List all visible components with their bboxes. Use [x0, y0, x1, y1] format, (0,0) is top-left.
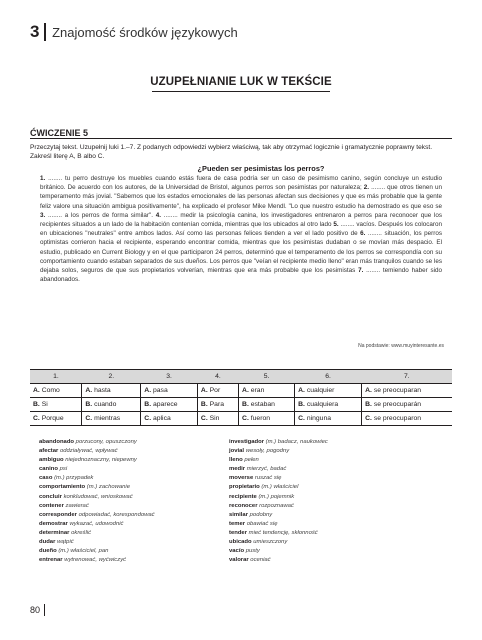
glossary-term: temer	[229, 520, 246, 527]
glossary-translation: wytrenować, wyćwiczyć	[64, 557, 127, 564]
option-text: aplica	[152, 415, 171, 422]
option-letter: A.	[33, 387, 40, 394]
gap-column-header: 6.	[295, 370, 362, 384]
option-letter: A.	[200, 387, 208, 394]
glossary-translation: obawiać się	[246, 520, 278, 527]
option-text: fueron	[250, 415, 271, 422]
answer-option[interactable]	[82, 398, 141, 412]
option-text: Si	[41, 401, 48, 408]
chapter-title: Znajomość środków językowych	[52, 24, 238, 40]
section-title: UZUPEŁNIANIE LUK W TEKŚCIE	[150, 76, 332, 88]
option-letter: A.	[85, 387, 93, 394]
option-letter: B.	[144, 401, 152, 408]
option-text: aparece	[152, 401, 178, 408]
text-source: Na podstawie: www.muyinteresante.es	[358, 343, 444, 349]
glossary-entry	[229, 474, 429, 483]
answer-table-header	[30, 370, 452, 384]
option-text: hasta	[94, 387, 111, 394]
glossary-translation: (m.) badacz, naukowiec	[265, 439, 328, 445]
glossary-term: lleno	[229, 457, 243, 464]
answer-option[interactable]	[239, 384, 295, 398]
answer-row	[30, 384, 452, 398]
exercise-divider	[30, 138, 452, 139]
glossary-translation: umieszczony	[253, 539, 288, 546]
option-letter: C.	[144, 415, 152, 422]
glossary-entry	[39, 465, 219, 474]
answer-option[interactable]	[197, 384, 238, 398]
answer-option[interactable]	[239, 412, 295, 426]
glossary-entry	[229, 529, 429, 538]
glossary-entry	[229, 438, 429, 447]
glossary-entry	[229, 465, 429, 474]
answer-row	[30, 398, 452, 412]
text-segment: ........ medir la psicología canina, los investigadores entrenaron a perros para reconocer que los recipientes situados a un lado de la habitación contenían comida, mientras que los ubicados al otro lado	[40, 211, 443, 229]
option-text: Para	[209, 401, 224, 408]
glossary-term: determinar	[39, 529, 70, 536]
glossary-translation: (m.) zachowanie	[86, 484, 131, 491]
option-letter: C.	[298, 415, 305, 422]
text-segment: ........ vacíos. Después los colocaron en ubicaciones "neutrales" entre ambos lados. Así como las personas felices tienden a ver el lado positivo de	[40, 221, 442, 238]
text-segment: ........ temiendo haber sido abandonados.	[40, 267, 443, 284]
option-letter: B.	[33, 401, 40, 408]
option-letter: C.	[365, 415, 372, 422]
glossary-term: afectar	[39, 448, 59, 455]
text-segment: ........ a los perros de forma similar".	[45, 211, 156, 219]
glossary-term: reconocer	[229, 502, 258, 509]
glossary-entry	[229, 483, 429, 492]
glossary-term: investigador	[229, 439, 265, 445]
footer-divider	[44, 604, 45, 616]
answer-option[interactable]	[295, 398, 362, 412]
glossary-term: corresponder	[39, 511, 77, 518]
glossary-term: ambiguo	[39, 457, 64, 464]
gap-column-header: 2.	[82, 370, 141, 384]
glossary-left-column	[39, 438, 219, 565]
answer-option[interactable]	[197, 398, 238, 412]
option-letter: A.	[144, 387, 152, 394]
glossary-entry	[229, 502, 429, 511]
text-segment: ........ situación, los perros optimistas corrieron hacia el recipiente, esperando encontrar comida, mientras que los pesimistas dudaban o se movían más despacio. El estudio, publicado en Current Biology y en el que participaron 24 perros, determinó que el temperamento de los perros se correspondía con su comportamiento cuando estaban separados de sus dueños. Los perros que "veían el recipiente medio lleno" eran más tranquilos cuando se les dejaba solos, seguros de que sus propietarios volverían, mientras que era más probable que los pesimistas	[40, 230, 442, 275]
option-text: cuando	[94, 401, 117, 408]
glossary-term: vacío	[229, 548, 245, 555]
option-text: pasa	[152, 387, 168, 394]
glossary-translation: (m.) właściciel, pan	[58, 548, 109, 555]
glossary-entry	[39, 474, 219, 483]
option-letter: B.	[200, 401, 208, 408]
gap-number: 3.	[40, 211, 46, 219]
glossary-translation: oceniać	[250, 557, 271, 564]
glossary-translation: rozpoznawać	[259, 502, 294, 509]
glossary-entry	[39, 511, 219, 520]
gap-column-header: 7.	[362, 370, 452, 384]
option-text: se preocuparán	[373, 401, 422, 408]
option-letter: A.	[298, 387, 305, 394]
glossary-term: entrenar	[39, 557, 63, 564]
glossary-translation: (m.) przypadek	[54, 475, 94, 482]
option-text: Por	[209, 387, 221, 394]
glossary-translation: konkludować, wnioskować	[63, 493, 133, 500]
gap-column-header: 5.	[239, 370, 295, 384]
glossary-translation: wątpić	[57, 539, 74, 546]
text-segment: ........ que otros tienen un temperamento más jovial. "Sabemos que los estados emocionales de las personas afectan sus decisiones y que es más probable que la gente feliz valore una situación ambigua positivamente", ha explicado el profesor Mike Mendl. "Lo que nuestro estudio ha demostrado es que eso se	[40, 184, 442, 210]
glossary-term: recipiente	[229, 493, 257, 500]
answer-option[interactable]	[295, 412, 362, 426]
option-letter: B.	[242, 401, 249, 408]
glossary-term: concluir	[39, 493, 62, 500]
option-letter: B.	[365, 401, 372, 408]
glossary-entry	[39, 538, 219, 547]
glossary-term: moverse	[229, 475, 254, 482]
option-letter: B.	[298, 401, 305, 408]
glossary-entry	[229, 538, 429, 547]
answer-option[interactable]	[141, 412, 198, 426]
glossary-entry	[229, 447, 429, 456]
chapter-divider	[44, 23, 46, 41]
exercise-title: ĆWICZENIE 5	[30, 128, 89, 138]
answer-options-table	[30, 369, 452, 426]
glossary-entry	[229, 511, 429, 520]
answer-row	[30, 412, 452, 426]
gap-number: 1.	[40, 175, 46, 182]
option-letter: B.	[85, 401, 93, 408]
glossary-translation: zawierać	[65, 502, 89, 509]
glossary-entry	[39, 520, 219, 529]
glossary-term: dudar	[39, 539, 56, 546]
glossary-entry	[39, 547, 219, 556]
glossary-entry	[229, 547, 429, 556]
glossary-term: tender	[229, 529, 248, 536]
glossary-entry	[39, 456, 219, 465]
glossary-translation: odpowiadać, korespondować	[78, 511, 155, 518]
answer-option[interactable]	[197, 412, 238, 426]
gap-number: 2.	[363, 184, 370, 192]
glossary-translation: porzucony, opuszczony	[75, 439, 137, 445]
option-letter: C.	[33, 415, 40, 422]
gap-column-header: 4.	[197, 370, 238, 384]
gap-column-header: 3.	[141, 370, 198, 384]
glossary-entry	[39, 447, 219, 456]
glossary-term: contener	[39, 502, 64, 509]
glossary-translation: psi	[59, 466, 68, 473]
gap-column-header: 1.	[30, 370, 82, 384]
gap-number: 5.	[333, 221, 339, 229]
option-letter: A.	[365, 387, 372, 394]
option-letter: A.	[242, 387, 249, 394]
glossary-term: jovial	[229, 448, 245, 455]
answer-option[interactable]	[30, 412, 82, 426]
option-text: cualquiera	[306, 401, 339, 408]
answer-option[interactable]	[82, 384, 141, 398]
option-text: Sin	[209, 415, 220, 422]
glossary-translation: podobny	[249, 511, 273, 518]
glossary-term: dueño	[39, 548, 57, 555]
text-segment: ........ tu perro destruye los muebles cuando estás fuera de casa podría ser un caso de pesimismo canino, según concluye un estudio británico. De acuerdo con los autores, de la Universidad de Bristol, algunos perros son pesimistas por naturaleza;	[40, 175, 442, 192]
text-title: ¿Pueden ser pesimistas los perros?	[197, 164, 325, 173]
glossary-translation: (m.) właściciel	[261, 484, 299, 491]
answer-option[interactable]	[141, 384, 198, 398]
option-text: Porque	[41, 415, 64, 422]
answer-option[interactable]	[82, 412, 141, 426]
option-text: cualquier	[306, 387, 335, 394]
answer-option[interactable]	[295, 384, 362, 398]
gap-number: 6.	[360, 230, 366, 238]
option-letter: C.	[242, 415, 249, 422]
option-text: Como	[41, 387, 60, 394]
option-text: estaban	[250, 401, 275, 408]
glossary-term: similar	[229, 511, 248, 518]
glossary-term: caso	[39, 475, 53, 482]
answer-option[interactable]	[239, 398, 295, 412]
option-text: se preocuparon	[373, 415, 422, 422]
option-text: se preocuparan	[373, 387, 422, 394]
option-text: eran	[250, 387, 265, 394]
glossary-translation: oddziaływać, wpływać	[59, 448, 118, 455]
glossary-translation: pusty	[245, 548, 260, 555]
page-footer	[30, 604, 45, 616]
option-letter: C.	[200, 415, 208, 422]
option-text: mientras	[94, 415, 121, 422]
chapter-header	[30, 22, 238, 42]
reading-text	[40, 174, 442, 284]
glossary-entry	[39, 493, 219, 502]
glossary-entry	[39, 502, 219, 511]
glossary-translation: określić	[71, 529, 92, 536]
glossary-translation: (m.) pojemnik	[258, 493, 295, 500]
glossary-term: valorar	[229, 557, 249, 564]
glossary-entry	[229, 556, 429, 565]
gap-number: 7.	[358, 267, 364, 275]
answer-option[interactable]	[362, 398, 452, 412]
glossary-term: canino	[39, 466, 58, 473]
glossary-term: abandonado	[39, 439, 75, 445]
glossary-translation: ruszać się	[254, 475, 282, 482]
glossary-translation: niejednoznaczny, niepewny	[65, 457, 137, 464]
answer-option[interactable]	[362, 384, 452, 398]
section-underline	[152, 91, 330, 92]
glossary-term: propietario	[229, 484, 260, 491]
glossary-right-column	[229, 438, 429, 565]
gap-number: 4.	[155, 211, 161, 219]
glossary-entry	[39, 483, 219, 492]
glossary-translation: pełen	[244, 457, 259, 464]
glossary-entry	[229, 520, 429, 529]
option-letter: C.	[85, 415, 93, 422]
answer-option[interactable]	[30, 398, 82, 412]
glossary-translation: wesoły, pogodny	[245, 448, 290, 455]
glossary-translation: mieć tendencję, skłonność	[248, 529, 318, 536]
page-number: 80	[30, 605, 41, 615]
glossary-entry	[229, 456, 429, 465]
answer-option[interactable]	[362, 412, 452, 426]
glossary-term: medir	[229, 466, 246, 473]
glossary-entry	[39, 438, 219, 447]
exercise-instruction: Przeczytaj tekst. Uzupełnij luki 1.–7. Z podanych odpowiedzi wybierz właściwą, tak aby otrzymać logicznie i gramatycznie poprawny tekst. Zakreśl literę A, B albo C.	[30, 144, 433, 160]
glossary-translation: mierzyć, badać	[246, 466, 287, 473]
glossary-term: demostrar	[39, 520, 68, 527]
chapter-number: 3	[30, 22, 40, 41]
glossary-entry	[39, 529, 219, 538]
glossary-entry	[39, 556, 219, 565]
answer-option[interactable]	[30, 384, 82, 398]
glossary-term: ubicado	[229, 539, 252, 546]
option-text: ninguna	[306, 415, 332, 422]
glossary-entry	[229, 493, 429, 502]
glossary-translation: wykazać, udowodnić	[69, 520, 124, 527]
glossary-term: comportamiento	[39, 484, 86, 491]
answer-option[interactable]	[141, 398, 198, 412]
